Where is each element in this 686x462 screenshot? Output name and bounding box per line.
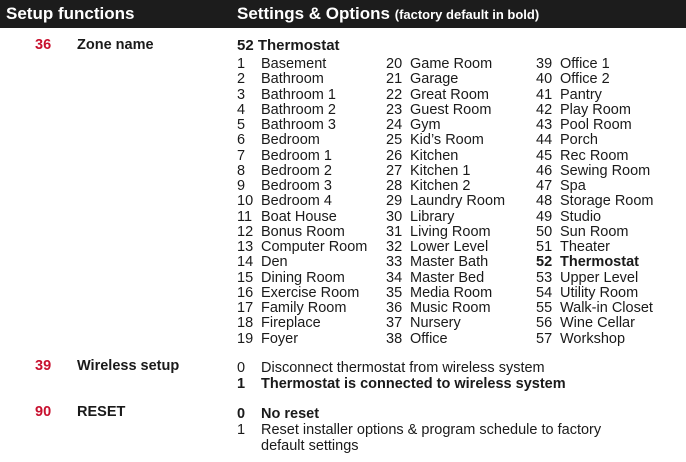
function-name-zone: Zone name xyxy=(77,37,154,53)
zone-option-number: 24 xyxy=(386,117,403,133)
zone-option xyxy=(237,103,367,118)
zone-option-number: 46 xyxy=(536,162,553,179)
zone-option-label: Guest Room xyxy=(410,101,492,118)
zone-option-label: Theater xyxy=(560,239,610,255)
zone-option-number: 2 xyxy=(237,71,246,88)
zone-option-number: 51 xyxy=(536,239,553,255)
wireless-option-0 xyxy=(237,360,545,376)
zone-list-column-2 xyxy=(386,57,505,347)
function-number-wireless: 39 xyxy=(35,358,52,374)
zone-option-number: 26 xyxy=(386,147,403,164)
zone-option xyxy=(386,332,505,347)
zone-option-label: Workshop xyxy=(560,330,626,347)
zone-option xyxy=(386,103,505,118)
zone-option-label: Den xyxy=(261,254,288,271)
zone-option-number: 6 xyxy=(237,132,246,149)
zone-option-number: 47 xyxy=(536,178,553,194)
zone-option xyxy=(386,194,505,209)
zone-option-number: 34 xyxy=(386,269,403,286)
zone-option-number: 11 xyxy=(237,208,253,225)
zone-option xyxy=(386,301,505,316)
zone-option xyxy=(237,225,367,240)
option-label-continued: default settings xyxy=(261,438,359,454)
option-number: 1 xyxy=(237,422,246,438)
zone-option xyxy=(237,255,367,270)
zone-option xyxy=(237,88,367,103)
zone-option-label: Bedroom 2 xyxy=(261,162,332,179)
zone-option-label: Music Room xyxy=(410,300,491,316)
zone-option-number: 19 xyxy=(237,330,254,347)
zone-option-label: Upper Level xyxy=(560,269,639,286)
zone-option xyxy=(386,225,505,240)
zone-option xyxy=(237,286,367,301)
zone-option-number: 53 xyxy=(536,269,553,286)
zone-option-label: Bedroom 3 xyxy=(261,178,332,194)
zone-option-label: Family Room xyxy=(261,300,347,316)
zone-option xyxy=(237,194,367,209)
zone-option-number: 32 xyxy=(386,239,403,255)
reset-option-0 xyxy=(237,406,319,422)
zone-option xyxy=(386,255,505,270)
function-number-zone: 36 xyxy=(35,37,52,53)
zone-option xyxy=(237,164,367,179)
function-number-reset: 90 xyxy=(35,404,52,420)
zone-option-label: Bonus Room xyxy=(261,223,345,240)
zone-option-label: Library xyxy=(410,208,455,225)
zone-option xyxy=(386,179,505,194)
zone-option-number: 27 xyxy=(386,162,403,179)
zone-option xyxy=(237,301,367,316)
zone-option-label: Game Room xyxy=(410,56,493,72)
zone-option xyxy=(536,301,654,316)
function-name-reset: RESET xyxy=(77,404,126,420)
zone-option-number: 49 xyxy=(536,208,553,225)
header-settings-options xyxy=(237,4,539,24)
zone-option-number: 33 xyxy=(386,254,403,271)
zone-option xyxy=(536,72,654,87)
zone-option-label: Bathroom xyxy=(261,71,324,88)
zone-option-number: 14 xyxy=(237,254,254,271)
zone-option xyxy=(536,118,654,133)
zone-option-number: 3 xyxy=(237,86,246,103)
zone-option-label: Pantry xyxy=(560,86,602,103)
header-default-note: (factory default in bold) xyxy=(394,7,540,22)
zone-option-number: 8 xyxy=(237,162,246,179)
zone-option-number: 31 xyxy=(386,223,403,240)
zone-option-label: Great Room xyxy=(410,86,489,103)
zone-option xyxy=(386,57,505,72)
zone-option-label: Bedroom 1 xyxy=(261,147,332,164)
zone-option-label: Master Bed xyxy=(410,269,485,286)
zone-option xyxy=(237,133,367,148)
zone-option xyxy=(536,164,654,179)
zone-option-label: Thermostat xyxy=(560,254,639,271)
zone-option xyxy=(536,316,654,331)
zone-option xyxy=(386,316,505,331)
zone-option-number: 29 xyxy=(386,193,403,210)
zone-option-number: 30 xyxy=(386,208,403,225)
zone-list-column-1 xyxy=(237,57,367,347)
zone-option xyxy=(536,210,654,225)
option-number: 0 xyxy=(237,406,246,422)
zone-option-number: 39 xyxy=(536,56,553,72)
zone-option-label: Laundry Room xyxy=(410,193,506,210)
zone-option xyxy=(386,286,505,301)
zone-option xyxy=(386,118,505,133)
zone-option-label: Bedroom xyxy=(261,132,320,149)
zone-option-label: Dining Room xyxy=(261,269,345,286)
zone-option-label: Nursery xyxy=(410,315,461,332)
zone-option-number: 55 xyxy=(536,300,553,316)
zone-option-number: 15 xyxy=(237,269,254,286)
zone-option-number: 57 xyxy=(536,330,553,347)
zone-option xyxy=(237,271,367,286)
zone-list-column-3 xyxy=(536,57,654,347)
zone-option-label: Garage xyxy=(410,71,459,88)
zone-option-label: Porch xyxy=(560,132,598,149)
zone-option-number: 44 xyxy=(536,132,553,149)
zone-option-number: 21 xyxy=(386,71,403,88)
wireless-option-1 xyxy=(237,376,566,392)
zone-option-number: 45 xyxy=(536,147,553,164)
zone-option-label: Lower Level xyxy=(410,239,489,255)
zone-option xyxy=(536,149,654,164)
option-label: Disconnect thermostat from wireless system xyxy=(261,360,545,376)
zone-option-label: Fireplace xyxy=(261,315,321,332)
zone-option-number: 4 xyxy=(237,101,246,118)
zone-option-label: Rec Room xyxy=(560,147,629,164)
zone-option-number: 23 xyxy=(386,101,403,118)
zone-option xyxy=(386,88,505,103)
zone-option-number: 25 xyxy=(386,132,403,149)
zone-option-label: Bathroom 1 xyxy=(261,86,336,103)
zone-option xyxy=(237,149,367,164)
reset-option-1 xyxy=(237,422,601,454)
zone-option-label: Living Room xyxy=(410,223,491,240)
zone-option-label: Exercise Room xyxy=(261,284,360,301)
zone-option-label: Walk-in Closet xyxy=(560,300,653,316)
zone-option-label: Master Bath xyxy=(410,254,489,271)
zone-option xyxy=(536,57,654,72)
zone-option-label: Gym xyxy=(410,117,441,133)
zone-option xyxy=(237,57,367,72)
zone-option xyxy=(386,72,505,87)
zone-option-label: Office 1 xyxy=(560,56,610,72)
zone-option-number: 54 xyxy=(536,284,553,301)
zone-option-number: 36 xyxy=(386,300,403,316)
zone-option xyxy=(536,255,654,270)
zone-option-label: Spa xyxy=(560,178,586,194)
zone-option-number: 20 xyxy=(386,56,403,72)
zone-option-label: Boat House xyxy=(261,208,337,225)
zone-option-number: 56 xyxy=(536,315,553,332)
zone-option-label: Media Room xyxy=(410,284,493,301)
zone-option xyxy=(237,210,367,225)
zone-option xyxy=(536,286,654,301)
zone-option xyxy=(536,103,654,118)
zone-option xyxy=(237,179,367,194)
zone-option-label: Bedroom 4 xyxy=(261,193,332,210)
zone-option-label: Computer Room xyxy=(261,239,368,255)
zone-option-label: Kitchen xyxy=(410,147,459,164)
zone-option xyxy=(536,225,654,240)
option-label: Reset installer options & program schedule to factory xyxy=(261,422,602,438)
zone-option-label: Kitchen 1 xyxy=(410,162,471,179)
zone-option-number: 28 xyxy=(386,178,403,194)
zone-option-label: Studio xyxy=(560,208,602,225)
header-setup-functions: Setup functions xyxy=(6,4,135,23)
zone-option xyxy=(536,179,654,194)
zone-option-number: 41 xyxy=(536,86,553,103)
zone-option-number: 48 xyxy=(536,193,553,210)
zone-option-number: 16 xyxy=(237,284,254,301)
zone-option-number: 5 xyxy=(237,117,246,133)
function-name-wireless: Wireless setup xyxy=(77,358,180,374)
zone-option xyxy=(386,133,505,148)
zone-option-number: 13 xyxy=(237,239,254,255)
zone-option xyxy=(237,72,367,87)
zone-option-number: 35 xyxy=(386,284,403,301)
zone-option-number: 18 xyxy=(237,315,254,332)
zone-option-number: 17 xyxy=(237,300,254,316)
zone-option-number: 1 xyxy=(237,56,246,72)
zone-option-label: Bathroom 3 xyxy=(261,117,336,133)
zone-option-label: Sewing Room xyxy=(560,162,651,179)
zone-option xyxy=(536,271,654,286)
zone-option-label: Kitchen 2 xyxy=(410,178,471,194)
table-header xyxy=(0,0,686,28)
option-label: No reset xyxy=(261,406,320,422)
zone-option-number: 40 xyxy=(536,71,553,88)
zone-option xyxy=(386,149,505,164)
zone-option xyxy=(237,332,367,347)
zone-option xyxy=(237,118,367,133)
zone-option-number: 12 xyxy=(237,223,254,240)
zone-option xyxy=(536,332,654,347)
zone-option-label: Kid’s Room xyxy=(410,132,484,149)
zone-option xyxy=(386,164,505,179)
zone-option-label: Play Room xyxy=(560,101,631,118)
zone-option-number: 7 xyxy=(237,147,246,164)
zone-option-number: 10 xyxy=(237,193,254,210)
zone-option-label: Utility Room xyxy=(560,284,639,301)
zone-option-number: 22 xyxy=(386,86,403,103)
zone-option xyxy=(386,240,505,255)
option-number: 1 xyxy=(237,376,246,392)
zone-option-number: 38 xyxy=(386,330,403,347)
zone-option-label: Office 2 xyxy=(560,71,610,88)
zone-option-number: 42 xyxy=(536,101,553,118)
zone-option-number: 43 xyxy=(536,117,553,133)
option-number: 0 xyxy=(237,360,246,376)
zone-option xyxy=(536,133,654,148)
zone-option-number: 37 xyxy=(386,315,403,332)
zone-option-label: Basement xyxy=(261,56,327,72)
zone-option-label: Sun Room xyxy=(560,223,629,240)
zone-option-label: Pool Room xyxy=(560,117,632,133)
zone-option xyxy=(536,240,654,255)
zone-option-label: Office xyxy=(410,330,448,347)
zone-option-label: Wine Cellar xyxy=(560,315,635,332)
zone-option xyxy=(536,88,654,103)
zone-option-label: Storage Room xyxy=(560,193,654,210)
zone-option-number: 52 xyxy=(536,254,553,271)
option-label: Thermostat is connected to wireless system xyxy=(261,376,566,392)
zone-option-number: 50 xyxy=(536,223,553,240)
zone-option xyxy=(536,194,654,209)
zone-option xyxy=(237,240,367,255)
zone-option xyxy=(386,210,505,225)
zone-option-label: Foyer xyxy=(261,330,299,347)
zone-option-label: Bathroom 2 xyxy=(261,101,336,118)
zone-option-number: 9 xyxy=(237,178,246,194)
zone-default-value: 52 Thermostat xyxy=(237,37,340,54)
zone-option xyxy=(386,271,505,286)
header-settings-title: Settings & Options xyxy=(237,4,390,23)
zone-option xyxy=(237,316,367,331)
